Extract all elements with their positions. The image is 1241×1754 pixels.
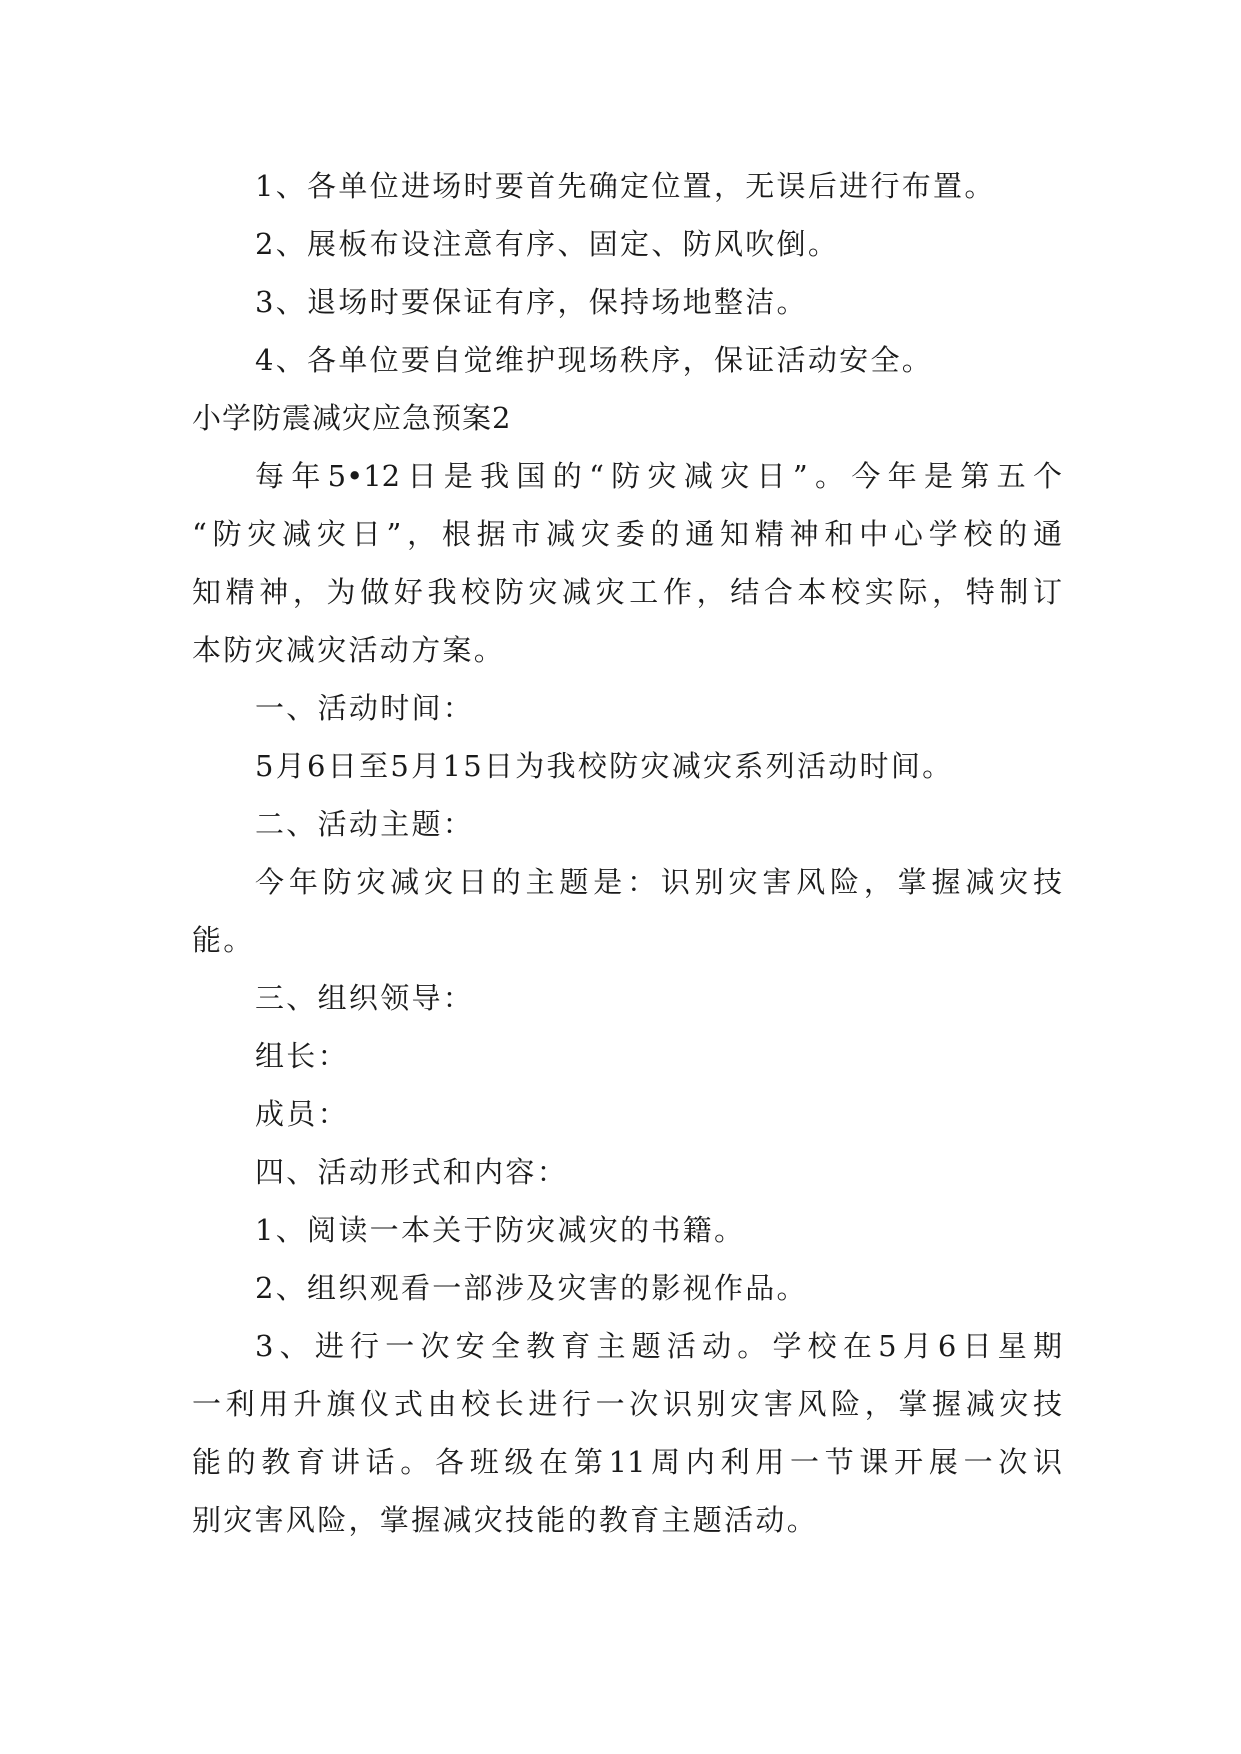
paragraph-line: 别灾害风险，掌握减灾技能的教育主题活动。 bbox=[192, 1503, 819, 1537]
paragraph-line: 2、展板布设注意有序、固定、防风吹倒。 bbox=[255, 227, 840, 261]
paragraph-line: 今年防灾减灾日的主题是：识别灾害风险，掌握减灾技 bbox=[255, 865, 1062, 899]
paragraph-line: 组长： bbox=[255, 1039, 349, 1073]
paragraph-line: 每年5•12日是我国的“防灾减灾日”。今年是第五个 bbox=[255, 459, 1062, 493]
list-item: 1、阅读一本关于防灾减灾的书籍。 bbox=[255, 1213, 746, 1247]
section-title: 小学防震减灾应急预案2 bbox=[192, 401, 512, 435]
paragraph-line: 成员： bbox=[255, 1097, 349, 1131]
paragraph-line: 5月6日至5月15日为我校防灾减灾系列活动时间。 bbox=[255, 749, 954, 783]
paragraph-line: 能。 bbox=[192, 923, 255, 957]
heading-line: 三、组织领导： bbox=[255, 981, 475, 1015]
list-item: 2、组织观看一部涉及灾害的影视作品。 bbox=[255, 1271, 808, 1305]
paragraph-line: 能的教育讲话。各班级在第11周内利用一节课开展一次识 bbox=[192, 1445, 1062, 1479]
paragraph-line: 一利用升旗仪式由校长进行一次识别灾害风险，掌握减灾技 bbox=[192, 1387, 1062, 1421]
paragraph-line: 1、各单位进场时要首先确定位置，无误后进行布置。 bbox=[255, 169, 996, 203]
list-item: 3、进行一次安全教育主题活动。学校在5月6日星期 bbox=[255, 1329, 1062, 1363]
paragraph-line: 知精神，为做好我校防灾减灾工作，结合本校实际，特制订 bbox=[192, 575, 1062, 609]
heading-line: 二、活动主题： bbox=[255, 807, 475, 841]
paragraph-line: 4、各单位要自觉维护现场秩序，保证活动安全。 bbox=[255, 343, 934, 377]
paragraph-line: “防灾减灾日”，根据市减灾委的通知精神和中心学校的通 bbox=[192, 517, 1062, 551]
paragraph-line: 3、退场时要保证有序，保持场地整洁。 bbox=[255, 285, 808, 319]
paragraph-line: 本防灾减灾活动方案。 bbox=[192, 633, 506, 667]
heading-line: 四、活动形式和内容： bbox=[255, 1155, 569, 1189]
heading-line: 一、活动时间： bbox=[255, 691, 475, 725]
